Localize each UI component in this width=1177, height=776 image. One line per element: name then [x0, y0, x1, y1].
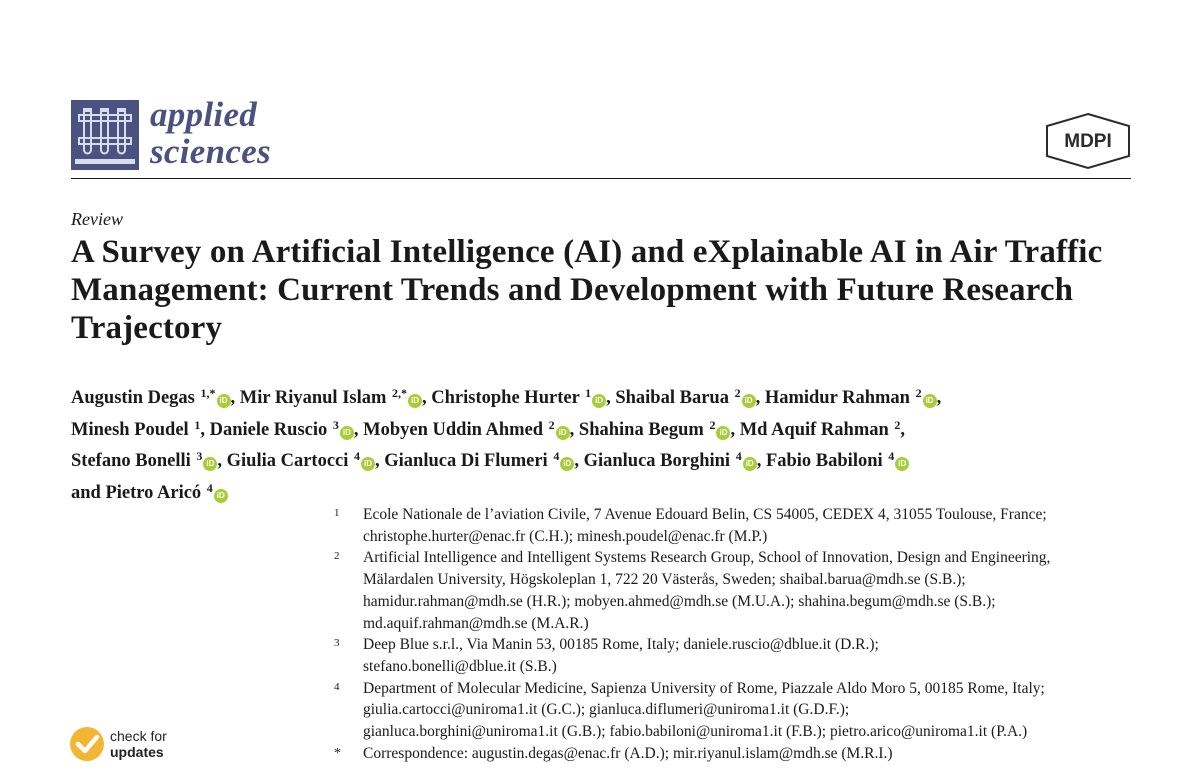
- author-item: [227, 451, 375, 471]
- author-affiliation-marker: 4: [553, 449, 560, 463]
- author-name: Mobyen Uddin Ahmed: [363, 419, 544, 440]
- orcid-icon[interactable]: iD: [340, 426, 354, 440]
- author-name: Giulia Cartocci: [226, 451, 349, 471]
- author-affiliation-marker: 2: [548, 417, 555, 432]
- author-item: [240, 388, 422, 408]
- author-affiliation-marker: 2: [709, 417, 716, 432]
- affiliation-line: Department of Molecular Medicine, Sapienza University of Rome, Piazzale Aldo Moro 5, 00185 Rome, Italy;: [363, 679, 1045, 697]
- affiliation-line: giulia.cartocci@uniroma1.it (G.C.); gianluca.diflumeri@uniroma1.it (G.D.F.);: [363, 701, 850, 719]
- author-affiliation-marker: 4: [206, 480, 213, 495]
- check-for-updates-icon: [70, 727, 104, 761]
- author-affiliation-marker: 2: [915, 386, 922, 400]
- affiliation-line: Deep Blue s.r.l., Via Manin 53, 00185 Rome, Italy; daniele.ruscio@dblue.it (D.R.);: [363, 636, 879, 654]
- author-name: Christophe Hurter: [431, 388, 580, 408]
- affiliation-item: [334, 634, 1154, 677]
- author-name: Shaibal Barua: [615, 388, 729, 408]
- orcid-icon[interactable]: iD: [217, 394, 231, 408]
- affiliation-number: 3: [334, 637, 340, 650]
- affiliation-line: Artificial Intelligence and Intelligent Systems Research Group, School of Innovation, Design and Engineering,: [363, 549, 1051, 567]
- author-affiliation-marker: 3: [196, 449, 203, 463]
- author-name: Pietro Aricó: [105, 482, 202, 503]
- author-affiliation-marker: 1,*: [200, 386, 216, 400]
- orcid-icon[interactable]: iD: [716, 426, 730, 440]
- author-item: [431, 388, 606, 408]
- author-name: Shahina Begum: [578, 419, 704, 440]
- affiliation-list: [334, 504, 1154, 764]
- author-affiliation-marker: 3: [332, 417, 339, 432]
- author-item: [105, 480, 227, 503]
- orcid-icon[interactable]: iD: [361, 457, 375, 471]
- author-item: [766, 451, 909, 471]
- affiliation-line: stefano.bonelli@dblue.it (S.B.): [363, 657, 557, 675]
- correspondence: [334, 743, 1154, 765]
- author-affiliation-marker: 1: [585, 386, 592, 400]
- author-name: Gianluca Di Flumeri: [384, 451, 548, 471]
- header-divider: [71, 178, 1131, 179]
- affiliation-line: Ecole Nationale de l’aviation Civile, 7 Avenue Edouard Belin, CS 54005, CEDEX 4, 31055 Toulouse, France;: [363, 506, 1047, 523]
- author-item: [71, 388, 231, 408]
- affiliation-line: gianluca.borghini@uniroma1.it (G.B.); fabio.babiloni@uniroma1.it (F.B.); pietro.arico@uniroma1.it (P.A.): [363, 723, 1028, 741]
- author-name: Stefano Bonelli: [71, 451, 191, 471]
- check-for-updates-button[interactable]: [70, 727, 190, 767]
- orcid-icon[interactable]: iD: [556, 426, 570, 440]
- publisher-logo: [1043, 112, 1133, 170]
- affiliation-number: 1: [334, 507, 340, 519]
- author-item: [209, 417, 354, 440]
- author-item: [765, 388, 937, 408]
- author-item: [71, 451, 217, 471]
- check-for-updates-label: [110, 728, 167, 760]
- orcid-icon[interactable]: iD: [923, 394, 937, 408]
- author-name: Fabio Babiloni: [765, 451, 883, 471]
- author-item: [71, 417, 201, 440]
- author-item: [363, 417, 570, 440]
- affiliation-number: 4: [334, 680, 340, 693]
- affiliation-line: Mälardalen University, Högskoleplan 1, 722 20 Västerås, Sweden; shaibal.barua@mdh.se (S.B.);: [363, 571, 966, 589]
- correspondence-text: Correspondence: augustin.degas@enac.fr (A.D.); mir.riyanul.islam@mdh.se (M.R.I.): [363, 744, 893, 762]
- journal-logo: [71, 100, 139, 170]
- author-name: Hamidur Rahman: [764, 388, 910, 408]
- orcid-icon[interactable]: iD: [742, 394, 756, 408]
- orcid-icon[interactable]: iD: [408, 394, 422, 408]
- author-affiliation-marker: 2: [734, 386, 741, 400]
- affiliation-number: 2: [334, 550, 340, 563]
- check-for-updates-line2: updates: [110, 744, 164, 760]
- affiliation-item: [334, 547, 1154, 634]
- orcid-icon[interactable]: iD: [895, 457, 909, 471]
- affiliation-line: christophe.hurter@enac.fr (C.H.); minesh.poudel@enac.fr (M.P.): [363, 527, 768, 545]
- author-conjunction: and: [71, 482, 101, 503]
- author-item: [578, 417, 731, 440]
- orcid-icon[interactable]: iD: [743, 457, 757, 471]
- correspondence-mark: *: [334, 745, 341, 761]
- author-item: [739, 417, 901, 440]
- article-title: A Survey on Artificial Intelligence (AI) and eXplainable AI in Air Traffic Management: Current Trends and Development with Future Research Trajectory: [71, 234, 1103, 346]
- author-name: Mir Riyanul Islam: [239, 388, 387, 408]
- check-for-updates-line1: check for: [110, 728, 167, 744]
- orcid-icon[interactable]: iD: [203, 457, 217, 471]
- journal-name-line2: sciences: [150, 132, 271, 171]
- journal-name-line1: applied: [150, 95, 258, 134]
- author-name: Augustin Degas: [71, 388, 195, 408]
- author-list: Augustin Degas $^{1,*}$iD , Mir Riyanul Islam $^{2,*}$iD , Christophe Hurter $^1$iD , Shaibal Barua $^2$iD , Hamidur Rahman $^2$iD , Minesh Poudel $^1$, Daniele Ruscio $^3$iD , Mobyen Uddin Ahmed $^2$iD , Shahina Begum $^2$iD , Md Aquif Rahman $^2$, Stefano Bonelli $^3$iD , Giulia Cartocci $^4$iD , Gianluca Di Flumeri $^4$iD , Gianluca Borghini $^4$iD , Fabio Babiloni $^4$iD and Pietro Aricó $^4$iD: [71, 386, 942, 503]
- affiliation-item: [334, 678, 1154, 743]
- affiliation-item: [334, 504, 1154, 547]
- orcid-icon[interactable]: iD: [560, 457, 574, 471]
- author-affiliation-marker: 4: [735, 449, 742, 463]
- author-affiliation-marker: 2,*: [392, 386, 408, 400]
- author-item: [384, 451, 574, 471]
- article-type: Review: [71, 209, 123, 229]
- author-affiliation-marker: 1: [194, 417, 201, 432]
- author-affiliation-marker: 4: [354, 449, 361, 463]
- orcid-icon[interactable]: iD: [592, 394, 606, 408]
- author-name: Daniele Ruscio: [209, 419, 328, 440]
- journal-name: [150, 96, 271, 170]
- author-name: Gianluca Borghini: [583, 451, 731, 471]
- author-affiliation-marker: 4: [888, 449, 895, 463]
- author-name: Md Aquif Rahman: [739, 419, 889, 440]
- test-tubes-icon: [71, 100, 139, 170]
- author-name: Minesh Poudel: [71, 419, 189, 440]
- affiliation-line: hamidur.rahman@mdh.se (H.R.); mobyen.ahmed@mdh.se (M.U.A.); shahina.begum@mdh.se (S.B.);: [363, 592, 996, 610]
- author-item: [584, 451, 757, 471]
- publisher-name: MDPI: [1064, 131, 1112, 152]
- author-affiliation-marker: 2: [894, 417, 901, 432]
- author-item: [615, 388, 755, 408]
- orcid-icon[interactable]: iD: [214, 489, 228, 503]
- affiliation-line: md.aquif.rahman@mdh.se (M.A.R.): [363, 614, 589, 632]
